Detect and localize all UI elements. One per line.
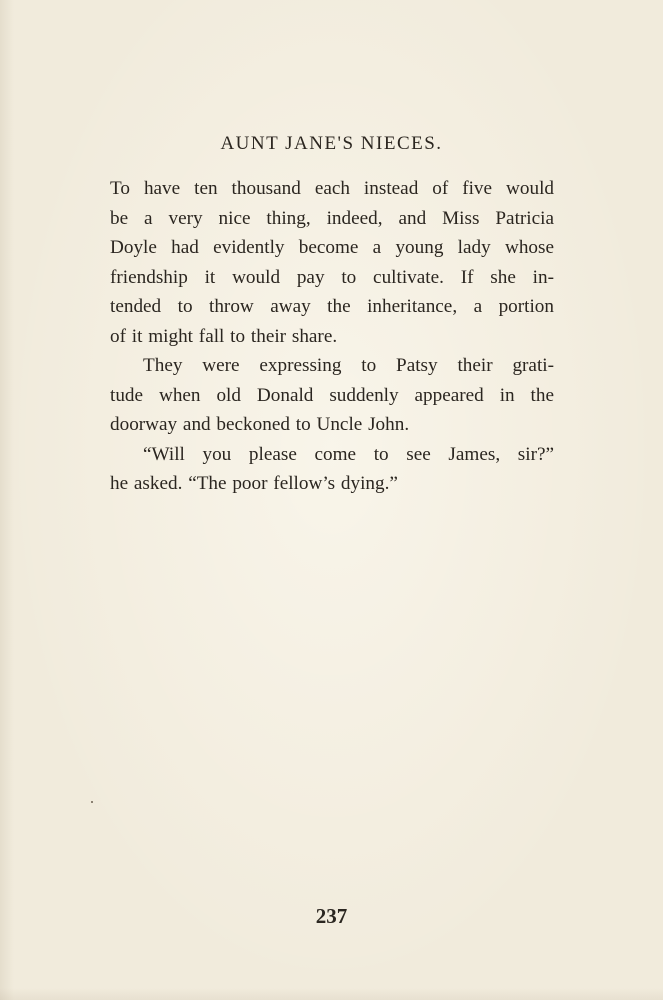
text-line: be a very nice thing, indeed, and Miss Patricia <box>110 207 554 229</box>
text-line: They were expressing to Patsy their grati- <box>143 355 554 376</box>
page-number: 237 <box>315 904 348 928</box>
text-line: tude when old Donald suddenly appeared in the <box>110 384 554 406</box>
text-line: tended to throw away the inheritance, a portion <box>110 296 554 317</box>
body-text <box>110 174 554 499</box>
text-line: Doyle had evidently become a young lady whose <box>110 237 554 258</box>
text-line: he asked. “The poor fellow’s dying.” <box>110 473 398 494</box>
text-line: doorway and beckoned to Uncle John. <box>110 414 410 435</box>
paper-speck <box>91 801 93 803</box>
text-line: “Will you please come to see James, sir?” <box>143 443 554 465</box>
text-line: friendship it would pay to cultivate. If she in- <box>110 266 554 288</box>
text-line: of it might fall to their share. <box>110 325 338 347</box>
text-line: To have ten thousand each instead of five would <box>110 178 554 199</box>
running-head: AUNT JANE'S NIECES. <box>220 133 443 154</box>
